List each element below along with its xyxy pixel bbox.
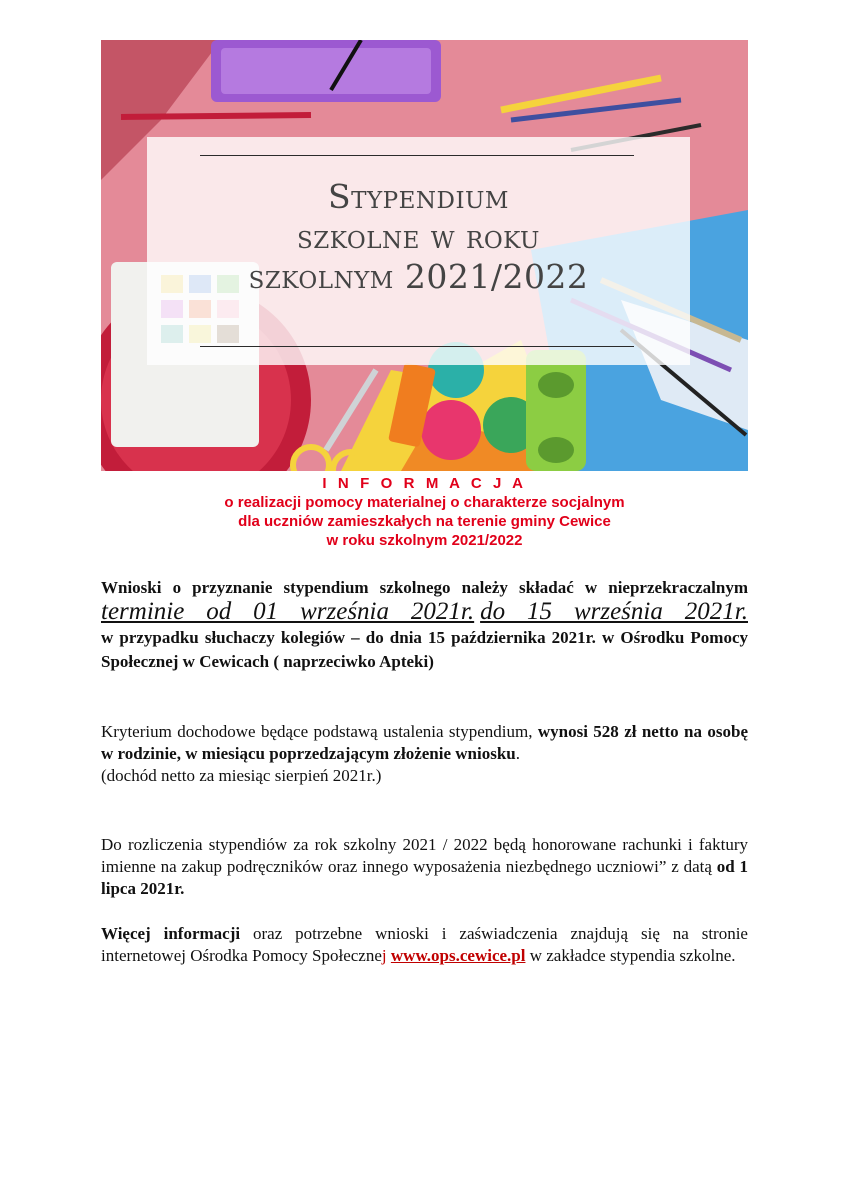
text: Wnioski o przyznanie stypendium szkolnego należy składać w nieprzekraczalnym bbox=[101, 578, 748, 597]
card-top-rule bbox=[200, 155, 634, 156]
more-info-label: Więcej informacji bbox=[101, 924, 241, 943]
more-info-paragraph bbox=[101, 923, 748, 967]
text: oraz potrzebne wnioski i zaświadczenia znajdują się na stronie internetowej Ośrodka Pomocy Społeczne bbox=[101, 924, 748, 965]
text: Kryterium dochodowe będące podstawą ustalenia stypendium, bbox=[101, 722, 538, 741]
info-heading bbox=[100, 474, 749, 550]
text: j bbox=[381, 946, 387, 965]
card-bottom-rule bbox=[200, 346, 634, 347]
banner-title-line: Stypendium bbox=[328, 177, 509, 216]
text: w zakładce stypendia szkolne. bbox=[525, 946, 736, 965]
heading-line: w roku szkolnym 2021/2022 bbox=[326, 532, 523, 549]
deadline-text: terminie od 01 września 2021r. bbox=[101, 598, 475, 625]
banner-title-line: szkolne w roku bbox=[297, 217, 540, 256]
heading-title: I N F O R M A C J A bbox=[322, 475, 527, 492]
text: . bbox=[515, 744, 520, 763]
invoice-date: od 1 lipca 2021r. bbox=[101, 857, 748, 898]
income-criterion-paragraph bbox=[101, 721, 748, 787]
banner-title bbox=[147, 177, 690, 297]
text: Do rozliczenia stypendiów za rok szkolny 2021 / 2022 będą honorowane rachunki i faktury imienne na zakup podręczników oraz innego wyposażenia niezbędnego uczniowi” z datą bbox=[101, 835, 748, 876]
text: (dochód netto za miesiąc sierpień 2021r.) bbox=[101, 766, 382, 785]
heading-line: o realizacji pomocy materialnej o charakterze socjalnym bbox=[224, 494, 625, 511]
application-deadline-paragraph bbox=[101, 576, 748, 674]
invoices-paragraph bbox=[101, 834, 748, 900]
criterion-amount: wynosi 528 zł netto na osobę w rodzinie, w miesiącu poprzedzającym złożenie wniosku bbox=[101, 722, 748, 763]
ops-website-link[interactable]: www.ops.cewice.pl bbox=[390, 946, 526, 965]
heading-line: dla uczniów zamieszkałych na terenie gminy Cewice bbox=[238, 513, 611, 530]
banner-image bbox=[101, 40, 748, 471]
banner-title-card bbox=[147, 137, 690, 365]
text: w przypadku słuchaczy kolegiów – do dnia 15 października 2021r. w Ośrodku Pomocy Społecznej w Cewicach ( naprzeciwko Apteki) bbox=[101, 628, 748, 671]
deadline-text: do 15 września 2021r. bbox=[480, 598, 748, 625]
banner-title-line: szkolnym 2021/2022 bbox=[248, 257, 589, 296]
